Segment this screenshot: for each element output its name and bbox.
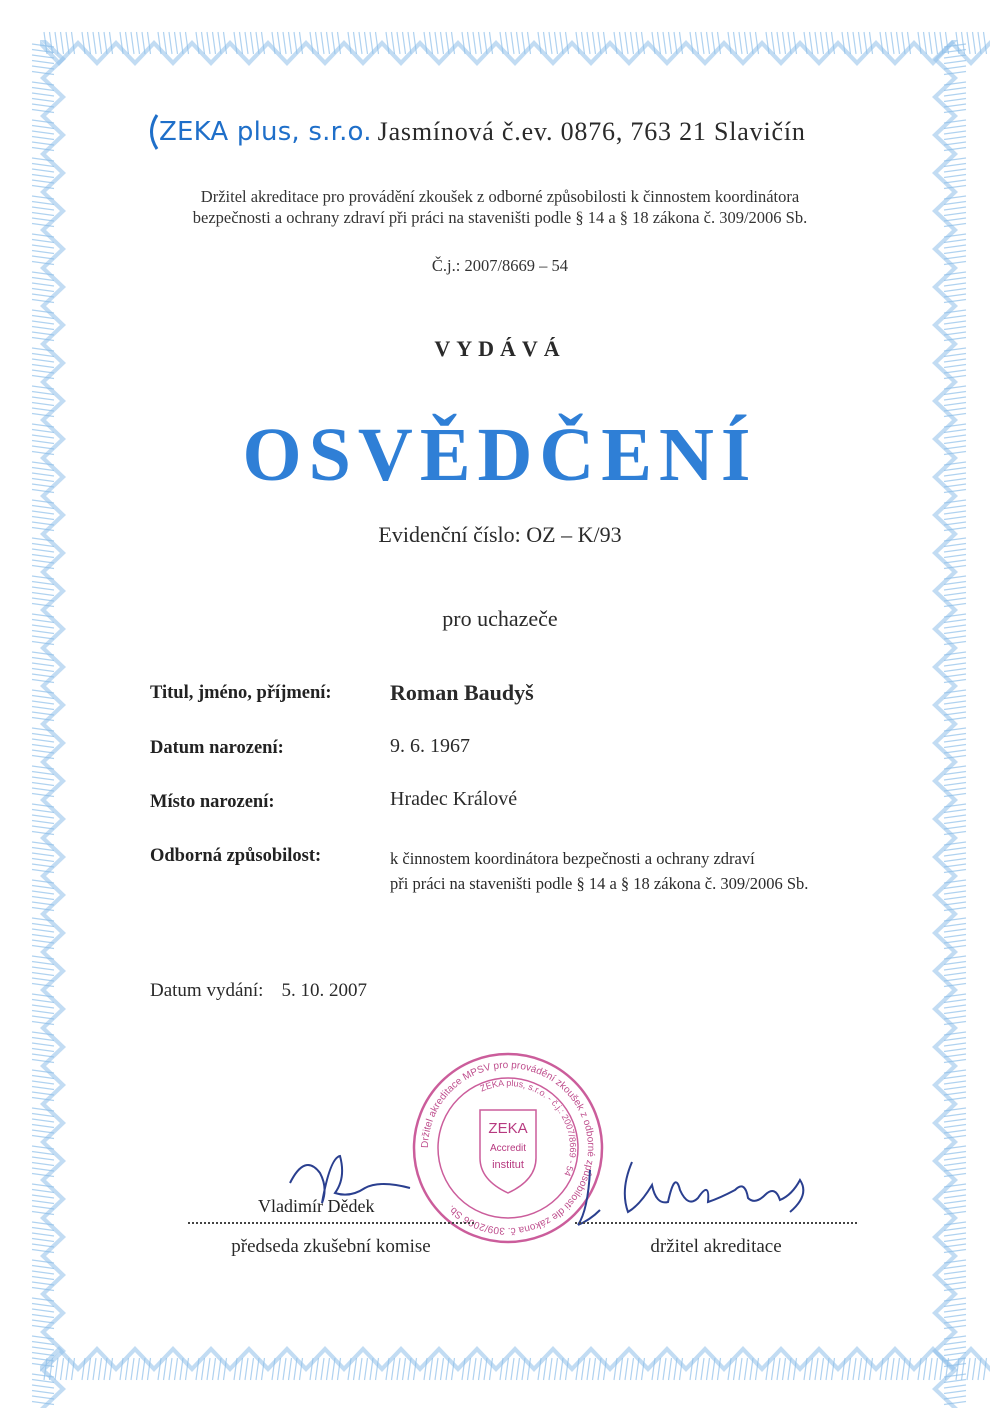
issue-date: [150, 980, 367, 1002]
date-of-birth-value: 9. 6. 1967: [390, 735, 470, 757]
competence-label: Odborná způsobilost:: [150, 846, 322, 866]
signature-line-left: [188, 1222, 474, 1224]
registration-number: Evidenční číslo: OZ – K/93: [378, 522, 622, 547]
for-candidate-text: pro uchazeče: [442, 606, 558, 631]
company-address: Jasmínová č.ev. 0876, 763 21 Slavičín: [377, 117, 806, 146]
issue-date-value: 5. 10. 2007: [281, 980, 367, 1001]
place-of-birth-label: Místo narození:: [150, 792, 275, 812]
competence-line-1: k činnostem koordinátora bezpečnosti a ochrany zdraví: [390, 849, 755, 868]
accreditation-line-2: bezpečnosti a ochrany zdraví při práci na staveništi podle § 14 a § 18 zákona č. 309/2006 Sb.: [192, 208, 808, 227]
stamp-inner-text: ZEKA plus, s.r.o. - č.j.: 2007/8669 - 54: [478, 1077, 579, 1178]
name-value: Roman Baudyš: [390, 680, 534, 705]
signature-line-right: [575, 1222, 857, 1224]
date-of-birth-label: Datum narození:: [150, 738, 284, 758]
accreditation-text: [120, 186, 880, 228]
signer-left-name: Vladimír Dědek: [258, 1196, 375, 1216]
header-line: [145, 112, 865, 162]
signer-right-role: držitel akreditace: [650, 1236, 782, 1257]
competence-value: [390, 846, 808, 896]
zeka-logo-icon: [145, 112, 159, 152]
stamp-center-line-1: ZEKA: [488, 1120, 528, 1137]
signer-left-role: předseda zkušební komise: [231, 1236, 431, 1257]
certificate-title: OSVĚDČENÍ: [242, 413, 758, 497]
stamp-ring-text: Držitel akreditace MPSV pro provádění zkoušek z odborné způsobilosti dle zákona č. 309/2006 Sb.: [419, 1059, 597, 1237]
stamp-center-line-2: Accredit: [489, 1143, 527, 1154]
signature-right: [560, 1150, 840, 1240]
company-name: ZEKA plus, s.r.o.: [159, 117, 372, 147]
name-label: Titul, jméno, příjmení:: [150, 683, 332, 703]
issues-heading: VYDÁVÁ: [434, 336, 566, 361]
competence-line-2: při práci na staveništi podle § 14 a § 18 zákona č. 309/2006 Sb.: [390, 874, 809, 893]
reference-number: Č.j.: 2007/8669 – 54: [431, 256, 569, 275]
accreditation-line-1: Držitel akreditace pro provádění zkoušek z odborné způsobilosti k činnostem koordinátora: [200, 187, 800, 206]
place-of-birth-value: Hradec Králové: [390, 788, 518, 810]
stamp-center-line-3: institut: [492, 1159, 524, 1171]
issue-date-label: Datum vydání:: [150, 980, 264, 1001]
